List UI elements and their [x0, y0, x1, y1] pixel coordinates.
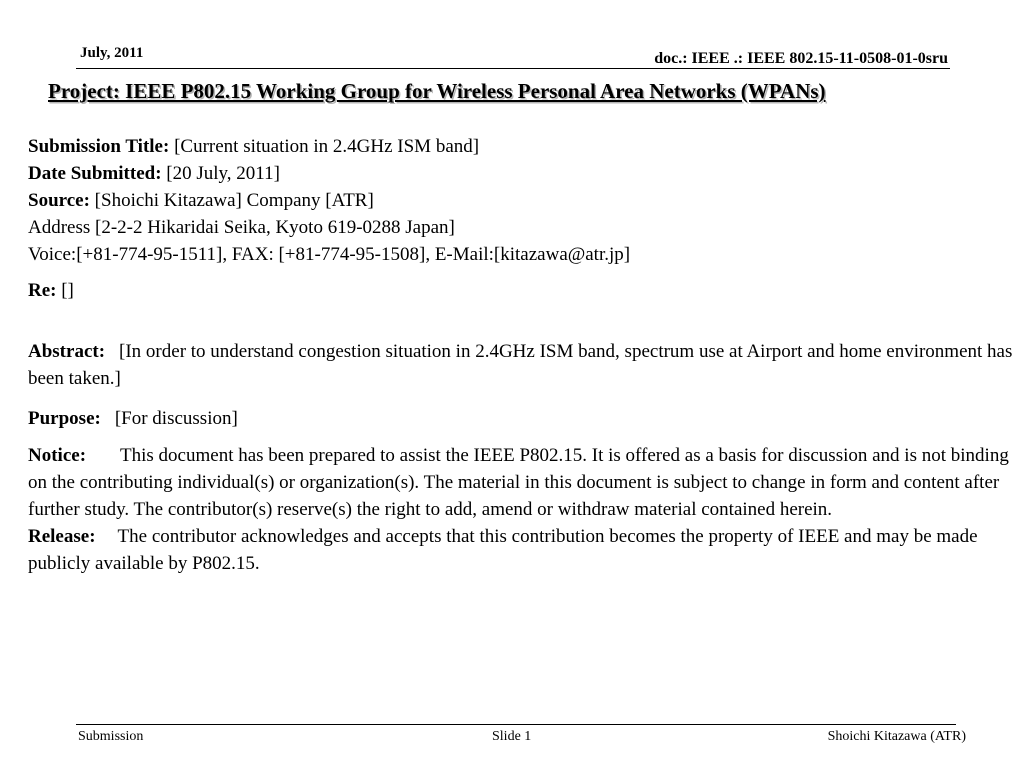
purpose-label: Purpose:	[28, 408, 101, 429]
submission-title-line	[28, 133, 1018, 160]
source-label: Source:	[28, 190, 90, 211]
abstract-paragraph	[28, 338, 1018, 392]
notice-text: This document has been prepared to assist the IEEE P802.15. It is offered as a basis for discussion and is not binding on the contributing individual(s) or organization(s). The material in this document is subject to change in form and content after further study. The contributor(s) reserve(s) the right to add, amend or withdraw material contained herein.	[28, 445, 1009, 520]
source-line	[28, 187, 1018, 214]
header-divider	[76, 68, 950, 69]
purpose-paragraph	[28, 405, 1018, 432]
re-value: []	[61, 280, 74, 301]
release-text: The contributor acknowledges and accepts that this contribution becomes the property of IEEE and may be made publicly available by P802.15.	[28, 526, 978, 574]
submission-title-label: Submission Title:	[28, 136, 170, 157]
address-line: Address [2-2-2 Hikaridai Seika, Kyoto 619-0288 Japan]	[28, 217, 455, 238]
footer-submission: Submission	[78, 729, 144, 744]
release-paragraph	[28, 523, 1018, 577]
notice-paragraph	[28, 442, 1018, 523]
abstract-text: [In order to understand congestion situation in 2.4GHz ISM band, spectrum use at Airport and home environment has been taken.]	[28, 341, 1013, 389]
footer-author: Shoichi Kitazawa (ATR)	[827, 729, 966, 744]
purpose-text: [For discussion]	[114, 408, 238, 429]
contact-line: Voice:[+81-774-95-1511], FAX: [+81-774-95-1508], E-Mail:[kitazawa@atr.jp]	[28, 244, 631, 265]
abstract-label: Abstract:	[28, 341, 106, 362]
submission-cover-body	[28, 133, 1018, 577]
date-submitted-label: Date Submitted:	[28, 163, 162, 184]
notice-label: Notice:	[28, 445, 87, 466]
date-submitted-line	[28, 160, 1018, 187]
submission-title-value: [Current situation in 2.4GHz ISM band]	[174, 136, 480, 157]
re-line	[28, 277, 1018, 304]
header-doc-id: doc.: IEEE .: IEEE 802.15-11-0508-01-0sru	[654, 50, 948, 67]
footer-divider	[76, 724, 956, 725]
date-submitted-value: [20 July, 2011]	[166, 163, 280, 184]
re-label: Re:	[28, 280, 57, 301]
footer-slide-number: Slide 1	[492, 729, 532, 744]
header-date: July, 2011	[80, 45, 144, 61]
project-title: Project: IEEE P802.15 Working Group for Wireless Personal Area Networks (WPANs)	[48, 79, 826, 103]
release-label: Release:	[28, 526, 96, 547]
source-value: [Shoichi Kitazawa] Company [ATR]	[94, 190, 374, 211]
